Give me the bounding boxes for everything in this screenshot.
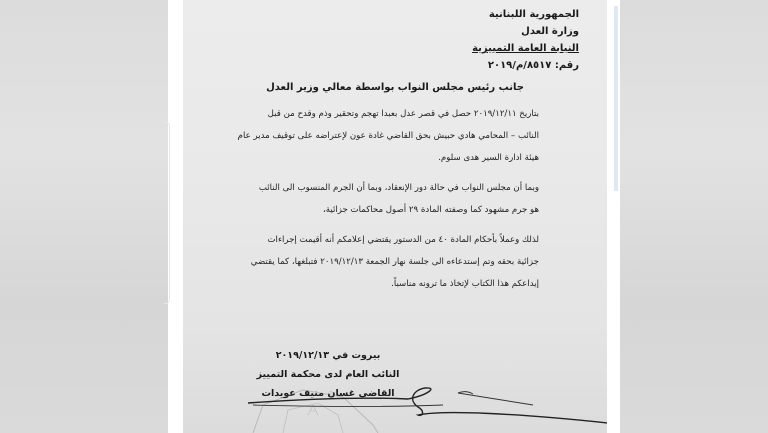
paragraph-2 [213,177,579,221]
blurred-background-left [0,0,168,433]
signatory-title: النائب العام لدى محكمة التمييز [256,369,400,380]
letterhead-office: النيابة العامة التمييزية [472,43,579,54]
addressee-line: جانب رئيس مجلس النواب بواسطة معالي وزير العدل [266,82,524,93]
paragraph-3 [213,229,579,295]
letterhead [472,6,579,74]
handwritten-signature-icon [213,385,607,433]
signatory-name: القاضي غسان منيف عويدات [261,388,395,399]
paragraph-line: بتاريخ ٢٠١٩/١٢/١١ حصل في قصر عدل بعبدا تهجم وتحقير وذم وقدح من قبل [267,109,539,119]
paragraph-line: إيداعكم هذا الكتاب لإتخاذ ما ترونه مناسباً. [391,279,539,289]
reference-number: رقم: ٨٥١٧/م/٢٠١٩ [487,60,579,71]
paragraph-line: لذلك وعملاً بأحكام المادة ٤٠ من الدستور يقتضي إعلامكم أنه أقيمت إجراءات [267,235,539,245]
letter-body [213,103,579,303]
official-letter [183,0,607,433]
blurred-background-right [620,0,768,433]
paragraph-line: وبما أن مجلس النواب في حالة دور الإنعقاد، وبما أن الجرم المنسوب الى النائب [258,183,539,193]
letterhead-ministry: وزارة العدل [521,26,579,37]
place-date: بيروت في ٢٠١٩/١٢/١٣ [275,350,381,361]
paragraph-line: النائب – المحامي هادي حبيش بحق القاضي غادة عون لإعتراضه على توقيف مدير عام [237,131,539,141]
paragraph-1 [213,103,579,169]
letterhead-country: الجمهورية اللبنانية [488,9,579,20]
paragraph-line: هو جرم مشهود كما وصفته المادة ٢٩ أصول محاكمات جزائية، [323,205,539,215]
paragraph-line: جزائية بحقه وتم إستدعاءه الى جلسة نهار الجمعة ٢٠١٩/١٢/١٣ فتبلغها، كما يقتضي [250,257,539,267]
paragraph-line: هيئة ادارة السير هدى سلوم. [438,153,539,163]
